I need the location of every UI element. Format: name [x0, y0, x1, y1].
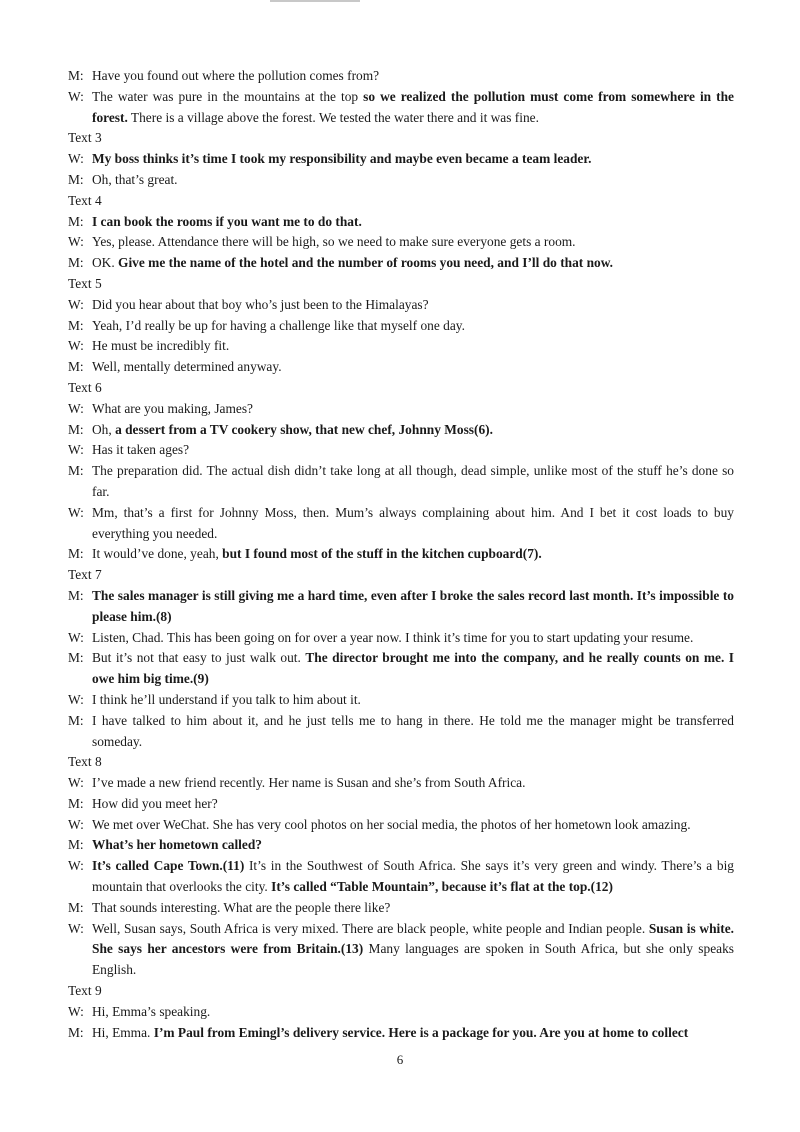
dialogue-line — [68, 66, 734, 87]
dialogue-line — [68, 773, 734, 794]
speaker-label: M: — [68, 837, 84, 853]
speaker-label: W: — [68, 296, 84, 312]
dialogue-line — [68, 919, 734, 981]
section-heading — [68, 981, 734, 1002]
dialogue-line — [68, 856, 734, 898]
dialogue-line — [68, 648, 734, 690]
dialogue-text: Yes, please. Attendance there will be high, so we need to make sure everyone gets a room. — [92, 234, 576, 250]
dialogue-text: We met over WeChat. She has very cool photos on her social media, the photos of her hometown look amazing. — [92, 816, 691, 832]
speaker-label: M: — [68, 546, 84, 562]
dialogue-text: Oh, — [92, 421, 116, 437]
speaker-label: M: — [68, 213, 84, 229]
dialogue-line — [68, 1023, 734, 1044]
dialogue-line — [68, 898, 734, 919]
section-heading — [68, 128, 734, 149]
dialogue-text: It would’ve done, yeah, — [92, 546, 223, 562]
speaker-label: M: — [68, 359, 84, 375]
dialogue-text: I have talked to him about it, and he just tells me to hang in there. He told me the manager might be transferred someday. — [92, 712, 734, 749]
page-number: 6 — [396, 1052, 404, 1067]
speaker-label: M: — [68, 650, 84, 666]
dialogue-line — [68, 1002, 734, 1023]
section-heading — [68, 191, 734, 212]
dialogue-line — [68, 149, 734, 170]
dialogue-line — [68, 212, 734, 233]
dialogue-text: He must be incredibly fit. — [92, 338, 230, 354]
dialogue-text: Oh, that’s great. — [92, 171, 178, 187]
dialogue-text: Well, mentally determined anyway. — [92, 359, 282, 375]
speaker-label: W: — [68, 816, 84, 832]
dialogue-text: Text 5 — [68, 275, 102, 291]
dialogue-text: But it’s not that easy to just walk out. — [92, 650, 306, 666]
dialogue-text: Well, Susan says, South Africa is very mixed. There are black people, white people and Indian people. — [92, 920, 649, 936]
dialogue-text: It’s in the Southwest of South Africa. She says it’s very green and windy. There’s a big mountain that overlooks the city. — [92, 858, 734, 895]
dialogue-line — [68, 690, 734, 711]
key-sentence: It’s called Cape Town.(11) — [92, 858, 245, 874]
key-sentence: but I found most of the stuff in the kitchen cupboard(7). — [222, 546, 542, 562]
key-sentence: What’s her hometown called? — [92, 837, 262, 853]
dialogue-text: Text 8 — [68, 754, 102, 770]
dialogue-text: I’ve made a new friend recently. Her name is Susan and she’s from South Africa. — [92, 775, 526, 791]
dialogue-line — [68, 711, 734, 753]
speaker-label: W: — [68, 151, 84, 167]
speaker-label: W: — [68, 1003, 84, 1019]
dialogue-text: Have you found out where the pollution comes from? — [92, 68, 380, 83]
speaker-label: W: — [68, 920, 84, 936]
dialogue-line — [68, 253, 734, 274]
top-rule — [270, 0, 360, 2]
dialogue-text: OK. — [92, 255, 119, 271]
dialogue-line — [68, 461, 734, 503]
dialogue-text: Hi, Emma’s speaking. — [92, 1003, 211, 1019]
dialogue-text: What are you making, James? — [92, 400, 254, 416]
speaker-label: M: — [68, 463, 84, 479]
speaker-label: M: — [68, 171, 84, 187]
dialogue-text: The preparation did. The actual dish didn’t take long at all though, dead simple, unlike most of the stuff he’s done so far. — [92, 463, 734, 499]
speaker-label: W: — [68, 629, 84, 645]
speaker-label: W: — [68, 400, 84, 416]
dialogue-line — [68, 399, 734, 420]
speaker-label: M: — [68, 712, 84, 728]
dialogue-line — [68, 586, 734, 628]
transcript-page — [68, 66, 734, 1043]
speaker-label: M: — [68, 795, 84, 811]
dialogue-line — [68, 170, 734, 191]
speaker-label: W: — [68, 234, 84, 250]
dialogue-line — [68, 357, 734, 378]
dialogue-line — [68, 794, 734, 815]
dialogue-text: Text 3 — [68, 130, 102, 146]
key-sentence: a dessert from a TV cookery show, that new chef, Johnny Moss(6). — [115, 421, 493, 437]
section-heading — [68, 752, 734, 773]
dialogue-line — [68, 295, 734, 316]
dialogue-text: Mm, that’s a first for Johnny Moss, then. Mum’s always complaining about him. And I bet it cost loads to buy everything you needed. — [92, 504, 734, 541]
speaker-label: W: — [68, 504, 84, 520]
dialogue-text: I think he’ll understand if you talk to him about it. — [92, 691, 361, 707]
dialogue-text: There is a village above the forest. We tested the water there and it was fine. — [127, 109, 539, 125]
key-sentence: It’s called “Table Mountain”, because it’s flat at the top.(12) — [271, 879, 613, 895]
dialogue-text: Has it taken ages? — [92, 442, 190, 458]
dialogue-line — [68, 232, 734, 253]
key-sentence: Give me the name of the hotel and the number of rooms you need, and I’ll do that now. — [118, 255, 614, 271]
key-sentence: Susan is white. She says her ancestors were from Britain.(13) — [92, 920, 734, 957]
speaker-label: W: — [68, 775, 84, 791]
dialogue-line — [68, 544, 734, 565]
dialogue-line — [68, 316, 734, 337]
speaker-label: W: — [68, 442, 84, 458]
section-heading — [68, 274, 734, 295]
dialogue-text: The water was pure in the mountains at the top — [92, 88, 364, 104]
key-sentence: I’m Paul from Emingl’s delivery service. Here is a package for you. Are you at home to collect — [153, 1024, 689, 1040]
key-sentence: I can book the rooms if you want me to do that. — [92, 213, 362, 229]
speaker-label: M: — [68, 421, 84, 437]
dialogue-text: Did you hear about that boy who’s just been to the Himalayas? — [92, 296, 429, 312]
dialogue-text: How did you meet her? — [92, 795, 218, 811]
dialogue-line — [68, 503, 734, 545]
section-heading — [68, 565, 734, 586]
speaker-label: W: — [68, 691, 84, 707]
key-sentence: The director brought me into the company, and he really counts on me. I owe him big time.(9) — [92, 650, 734, 687]
key-sentence: The sales manager is still giving me a hard time, even after I broke the sales record last month. It’s impossible to please him.(8) — [92, 587, 734, 624]
speaker-label: W: — [68, 88, 84, 104]
dialogue-line — [68, 815, 734, 836]
dialogue-text: Listen, Chad. This has been going on for over a year now. I think it’s time for you to start updating your resume. — [92, 629, 694, 645]
dialogue-line — [68, 628, 734, 649]
speaker-label: M: — [68, 587, 84, 603]
speaker-label: M: — [68, 899, 84, 915]
section-heading — [68, 378, 734, 399]
dialogue-text: Text 6 — [68, 379, 102, 395]
dialogue-text: Text 7 — [68, 567, 102, 583]
dialogue-text: Many languages are spoken in South Africa, but she only speaks English. — [92, 941, 734, 978]
speaker-label: M: — [68, 1024, 84, 1040]
speaker-label: W: — [68, 858, 84, 874]
key-sentence: My boss thinks it’s time I took my responsibility and maybe even became a team leader. — [92, 151, 592, 167]
dialogue-text: Text 9 — [68, 983, 102, 999]
speaker-label: M: — [68, 317, 84, 333]
dialogue-text: Hi, Emma. — [92, 1024, 154, 1040]
dialogue-line — [68, 440, 734, 461]
speaker-label: M: — [68, 255, 84, 271]
dialogue-line — [68, 87, 734, 129]
dialogue-line — [68, 835, 734, 856]
dialogue-text: Text 4 — [68, 192, 102, 208]
key-sentence: so we realized the pollution must come from somewhere in the forest. — [92, 88, 734, 125]
speaker-label: W: — [68, 338, 84, 354]
dialogue-line — [68, 336, 734, 357]
dialogue-text: Yeah, I’d really be up for having a challenge like that myself one day. — [92, 317, 465, 333]
dialogue-line — [68, 420, 734, 441]
speaker-label: M: — [68, 68, 84, 83]
dialogue-text: That sounds interesting. What are the people there like? — [92, 899, 391, 915]
